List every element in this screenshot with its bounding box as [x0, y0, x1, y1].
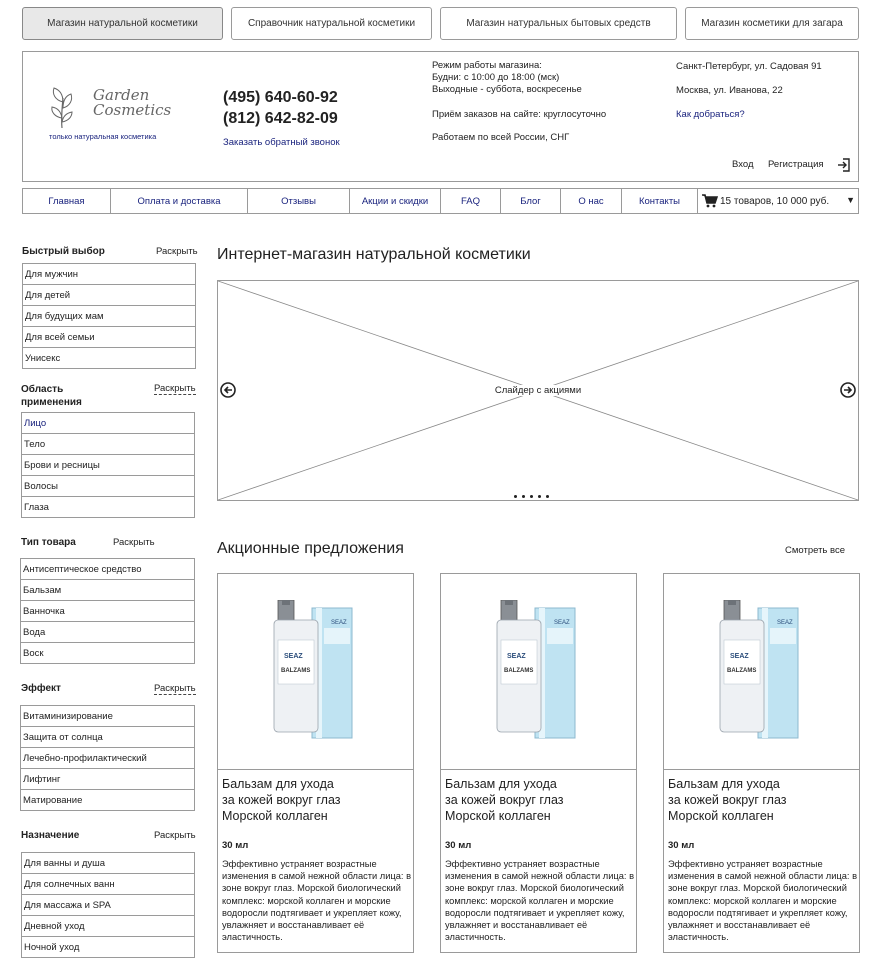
register-link[interactable]: Регистрация — [768, 159, 824, 170]
nav-blog[interactable]: Блог — [501, 189, 561, 213]
box-brand-text: SEAZ — [777, 620, 793, 626]
product-title-line: за кожей вокруг глаз — [222, 793, 341, 807]
list-item[interactable]: Ванночка — [21, 601, 194, 622]
bottle-brand-text: SEAZ — [730, 653, 749, 660]
list-item[interactable]: Унисекс — [23, 348, 195, 369]
list-item[interactable]: Для мужчин — [23, 264, 195, 285]
bottle-brand-text: SEAZ — [284, 653, 303, 660]
logo-tagline: только натуральная косметика — [49, 132, 157, 141]
product-volume: 30 мл — [445, 840, 472, 851]
see-all-link[interactable]: Смотреть все — [785, 545, 845, 556]
list-item[interactable]: Лечебно-профилактический — [21, 748, 194, 769]
filter-purpose-title: Назначение — [21, 830, 80, 841]
product-volume: 30 мл — [222, 840, 249, 851]
list-item[interactable]: Волосы — [22, 476, 194, 497]
nav-contacts[interactable]: Контакты — [622, 189, 698, 213]
bottle-label-text: BALZAMS — [504, 668, 534, 674]
list-item[interactable]: Для детей — [23, 285, 195, 306]
product-description: Эффективно устраняет возрастные изменения в самой нежной области лица: в зоне вокруг глаз. Морской биологический комплекс: морской коллаген и морские водоросли подтягивает и укрепляет кожу, увлажняет и восстанавливает её эластичность. — [222, 859, 412, 943]
nav-home[interactable]: Главная — [23, 189, 111, 213]
callback-link[interactable]: Заказать обратный звонок — [223, 137, 340, 148]
list-item[interactable]: Ночной уход — [22, 937, 194, 958]
tab-household-products-shop[interactable]: Магазин натуральных бытовых средств — [440, 7, 677, 40]
product-title-line: Бальзам для ухода — [445, 777, 557, 791]
list-item[interactable]: Матирование — [21, 790, 194, 811]
filter-quick-list — [22, 263, 196, 369]
list-item[interactable]: Антисептическое средство — [21, 559, 194, 580]
tab-natural-cosmetics-guide[interactable]: Справочник натуральной косметики — [231, 7, 432, 40]
list-item[interactable]: Витаминизирование — [21, 706, 194, 727]
bottle-label-text: BALZAMS — [727, 668, 757, 674]
filter-area-title-1: Область — [21, 384, 64, 395]
list-item[interactable]: Для всей семьи — [23, 327, 195, 348]
filter-type-expand[interactable]: Раскрыть — [113, 537, 155, 548]
chevron-down-icon[interactable]: ▼ — [846, 195, 855, 205]
slider-dot[interactable] — [530, 495, 533, 498]
phone-spb[interactable]: (812) 642-82-09 — [223, 110, 338, 127]
product-title-line: Морской коллаген — [668, 809, 774, 823]
product-card[interactable] — [217, 573, 414, 953]
nav-faq[interactable]: FAQ — [441, 189, 501, 213]
list-item[interactable]: Бальзам — [21, 580, 194, 601]
bottle-label-text: BALZAMS — [281, 668, 311, 674]
leaf-logo-icon — [49, 84, 75, 130]
cart-text: 15 товаров, 10 000 руб. — [720, 195, 830, 207]
product-title-line: Бальзам для ухода — [222, 777, 334, 791]
slider-label: Слайдер с акциями — [494, 385, 582, 396]
slider-dot[interactable] — [546, 495, 549, 498]
tab-natural-cosmetics-shop[interactable]: Магазин натуральной косметики — [22, 7, 223, 40]
promo-section-title: Акционные предложения — [217, 540, 404, 557]
logout-icon[interactable] — [837, 158, 851, 172]
product-card[interactable] — [663, 573, 860, 953]
product-title-line: Морской коллаген — [222, 809, 328, 823]
delivery-info: Работаем по всей России, СНГ — [432, 132, 570, 143]
filter-purpose-expand[interactable]: Раскрыть — [154, 830, 196, 841]
nav-reviews[interactable]: Отзывы — [248, 189, 350, 213]
list-item[interactable]: Глаза — [22, 497, 194, 518]
address-spb: Санкт-Петербург, ул. Садовая 91 — [676, 61, 822, 72]
nav-payment-delivery[interactable]: Оплата и доставка — [111, 189, 248, 213]
product-title-line: Морской коллаген — [445, 809, 551, 823]
filter-area-list — [21, 412, 195, 518]
product-image[interactable] — [441, 574, 636, 770]
nav-promotions[interactable]: Акции и скидки — [350, 189, 441, 213]
product-card[interactable] — [440, 573, 637, 953]
slider-prev-icon[interactable] — [220, 382, 236, 398]
header — [22, 51, 859, 182]
slider-pagination-dots[interactable] — [511, 485, 551, 503]
product-title[interactable] — [222, 776, 407, 824]
page-title: Интернет-магазин натуральной косметики — [217, 246, 531, 263]
list-item[interactable]: Для солнечных ванн — [22, 874, 194, 895]
filter-effect-title: Эффект — [21, 683, 61, 694]
filter-quick-expand[interactable]: Раскрыть — [156, 246, 198, 257]
product-title[interactable] — [668, 776, 853, 824]
address-moscow: Москва, ул. Иванова, 22 — [676, 85, 783, 96]
filter-type-list — [20, 558, 195, 664]
list-item[interactable]: Защита от солнца — [21, 727, 194, 748]
hours-weekdays: Будни: с 10:00 до 18:00 (мск) — [432, 72, 560, 83]
list-item[interactable]: Тело — [22, 434, 194, 455]
directions-link[interactable]: Как добраться? — [676, 109, 745, 120]
filter-area-title-2: применения — [21, 397, 82, 408]
hours-title: Режим работы магазина: — [432, 60, 542, 71]
slider-dot[interactable] — [514, 495, 517, 498]
product-title-line: за кожей вокруг глаз — [668, 793, 787, 807]
nav-about[interactable]: О нас — [561, 189, 622, 213]
filter-quick-title: Быстрый выбор — [22, 246, 105, 257]
filter-purpose-list — [21, 852, 195, 958]
list-item[interactable]: Вода — [21, 622, 194, 643]
login-link[interactable]: Вход — [732, 159, 754, 170]
logo-text-cosmetics: Cosmetics — [93, 101, 172, 119]
list-item[interactable]: Воск — [21, 643, 194, 664]
product-photo — [714, 600, 814, 740]
list-item[interactable]: Для будущих мам — [23, 306, 195, 327]
logo-text-garden: Garden — [93, 86, 150, 104]
cart-summary[interactable] — [698, 189, 858, 213]
product-title[interactable] — [445, 776, 630, 824]
product-description: Эффективно устраняет возрастные изменения в самой нежной области лица: в зоне вокруг глаз. Морской биологический комплекс: морской коллаген и морские водоросли подтягивает и укрепляет кожу, увлажняет и восстанавливает её эластичность. — [445, 859, 635, 943]
slider-dot[interactable] — [522, 495, 525, 498]
slider-next-icon[interactable] — [840, 382, 856, 398]
product-image[interactable] — [218, 574, 413, 770]
hours-weekend: Выходные - суббота, воскресенье — [432, 84, 582, 95]
list-item[interactable]: Лифтинг — [21, 769, 194, 790]
box-brand-text: SEAZ — [554, 620, 570, 626]
filter-type-title: Тип товара — [21, 537, 76, 548]
product-title-line: за кожей вокруг глаз — [445, 793, 564, 807]
product-description: Эффективно устраняет возрастные изменения в самой нежной области лица: в зоне вокруг глаз. Морской биологический комплекс: морской коллаген и морские водоросли подтягивает и укрепляет кожу, увлажняет и восстанавливает её эластичность. — [668, 859, 858, 943]
bottle-brand-text: SEAZ — [507, 653, 526, 660]
logo[interactable] — [49, 82, 179, 152]
product-image[interactable] — [664, 574, 859, 770]
filter-effect-list — [20, 705, 195, 811]
product-title-line: Бальзам для ухода — [668, 777, 780, 791]
list-item[interactable]: Дневной уход — [22, 916, 194, 937]
product-volume: 30 мл — [668, 840, 695, 851]
main-nav — [22, 188, 859, 214]
list-item[interactable]: Лицо — [22, 413, 194, 434]
list-item[interactable]: Для ванны и душа — [22, 853, 194, 874]
cart-icon — [702, 194, 718, 208]
filter-area-expand[interactable]: Раскрыть — [154, 383, 196, 394]
product-photo — [491, 600, 591, 740]
list-item[interactable]: Для массажа и SPA — [22, 895, 194, 916]
promo-slider[interactable] — [217, 280, 859, 501]
tab-tanning-cosmetics-shop[interactable]: Магазин косметики для загара — [685, 7, 859, 40]
filter-effect-expand[interactable]: Раскрыть — [154, 683, 196, 694]
list-item[interactable]: Брови и ресницы — [22, 455, 194, 476]
orders-info: Приём заказов на сайте: круглосуточно — [432, 109, 607, 120]
slider-dot[interactable] — [538, 495, 541, 498]
product-photo — [268, 600, 368, 740]
box-brand-text: SEAZ — [331, 620, 347, 626]
phone-moscow[interactable]: (495) 640-60-92 — [223, 89, 338, 106]
